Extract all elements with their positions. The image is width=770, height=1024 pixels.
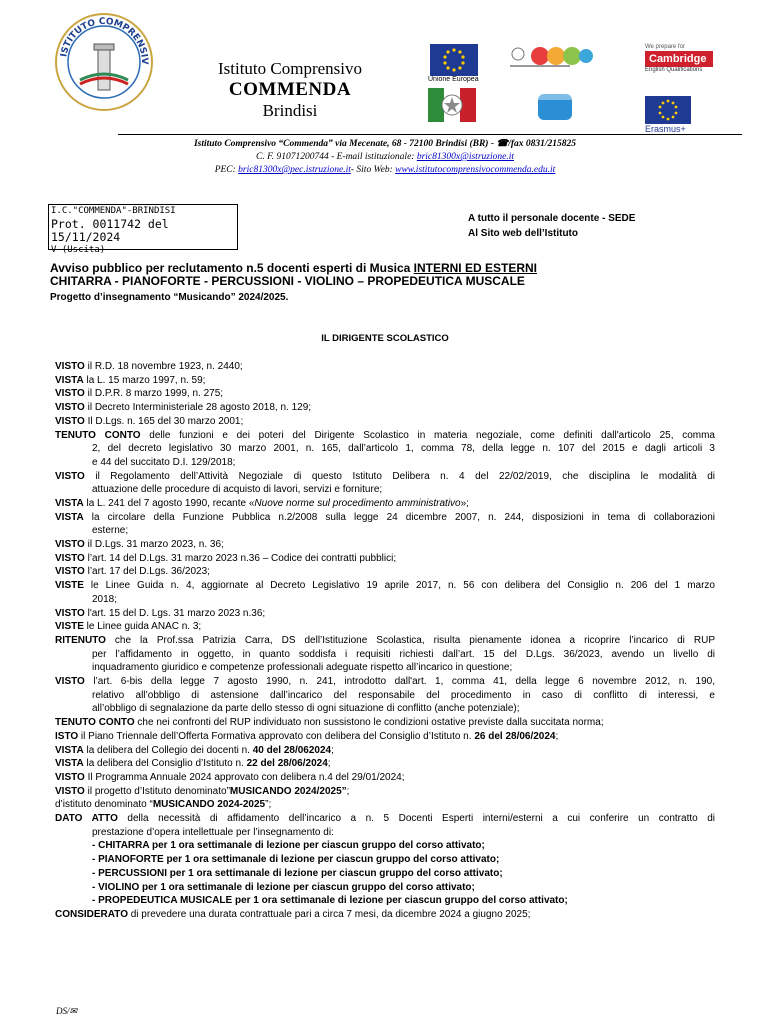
keyword: VISTA [55,374,84,386]
keyword: VISTE [55,580,84,592]
pec-link[interactable]: bric81300x@pec.istruzione.it [238,165,351,175]
footer-initials: DS/✉ [56,1006,78,1016]
eu-caption: Unione Europea [428,76,479,83]
body-line [55,620,715,634]
school-logo [50,10,158,114]
italic-text: Nuove norme sul procedimento amministrativo [254,497,461,509]
line-text: il progetto d’Istituto denominato” [84,785,230,797]
body-line [55,579,715,593]
eu-flag-icon [430,44,478,76]
body-line [55,429,715,443]
body-line [55,648,715,662]
line-text: della necessità di affidamento dell’incarico a n. 5 Docenti Esperti interni/esterni a cui conferire un contratto di [117,813,715,825]
cambridge-name: Cambridge [645,51,713,67]
line-text: all’obbligo di segnalazione da parte dello stesso di ogni situazione di conflitto (anche potenziale); [92,703,520,715]
keyword: VISTO [55,388,85,400]
body-line [55,757,715,771]
logo-lettering: ISTITUTO COMPRENSIV [59,16,150,65]
line-tail: ; [346,785,350,797]
line-text: - PROPEDEUTICA MUSICALE per 1 ora settimanale di lezione per ciascun gruppo del corso attivato; [92,895,568,907]
body-line [55,565,715,579]
line-text: l’art. 17 del D.Lgs. 36/2023; [84,566,210,578]
cf-text: C. F. 91071200744 - E-mail istituzionale: [256,152,417,162]
project-title: Progetto d’insegnamento “Musicando” 2024/2025. [50,292,289,303]
header-divider [118,134,742,135]
line-text: la L. 241 del 7 agosto 1990, recante «Nuove norme sul procedimento amministrativo»; [83,497,469,509]
ministry-logo-icon [510,44,594,70]
pec-line [0,164,770,177]
line-text: - VIOLINO per 1 ora settimanale di lezione per ciascun gruppo del corso attivato; [92,881,475,893]
cambridge-sub: English Qualifications [645,67,703,73]
body-line [55,730,715,744]
notice-title-b: CHITARRA - PIANOFORTE - PERCUSSIONI - VIOLINO – PROPEDEUTICA MUSCALE [50,274,525,288]
notice-title [50,262,750,288]
body-line [55,867,715,881]
body-line [55,839,715,853]
body-line [55,881,715,895]
body-line [55,360,715,374]
line-tail: ; [555,730,559,742]
body-line [55,511,715,525]
keyword: VISTO [55,415,85,427]
keyword: RITENUTO [55,634,106,646]
line-text: - PIANOFORTE per 1 ora settimanale di lezione per ciascun gruppo del corso attivato; [92,854,500,866]
school-line3: Brindisi [262,101,318,120]
recipient-2: Al Sito web dell’Istituto [468,228,578,239]
keyword: VISTA [55,511,84,523]
line-text: attuazione delle procedure di acquisto di lavori, servizi e forniture; [92,484,383,496]
body-line [55,483,715,497]
body-line [55,675,715,689]
keyword: CONSIDERATO [55,908,128,920]
keyword: TENUTO CONTO [55,717,135,729]
document-body [55,360,715,922]
body-line [55,552,715,566]
body-line [55,538,715,552]
keyword: VISTO [55,470,85,482]
line-text: l'art. 15 del D. Lgs. 31 marzo 2023 n.36; [84,607,266,619]
pec-prefix: PEC: [214,165,239,175]
body-line [55,634,715,648]
line-text: le Linee Guida n. 4, aggiornate al Decreto Legislativo 19 aprile 2017, n. 56 con delibera del Consiglio n. 206 del 1 marzo [83,580,715,592]
line-text: per l’affidamento in oggetto, in quanto soddisfa i requisiti richiesti dall’art. 15 del D.Lgs. 36/2023, avendo un livello di [92,648,715,660]
line-text: 2, del decreto legislativo 30 marzo 2001, n. 165, dall’articolo 1, comma 78, della legge n. 107 del 2015 e dagli articoli 3 [92,443,715,455]
line-text: prestazione d’opera intellettuale per l’insegnamento di: [92,826,334,838]
line-text: il R.D. 18 novembre 1923, n. 2440; [84,361,243,372]
recipients [468,211,635,241]
bold-text: MUSICANDO 2024-2025 [152,799,266,811]
protocol-stamp [48,204,238,255]
address-line: Istituto Comprensivo “Commenda” via Mecenate, 68 - 72100 Brindisi (BR) - ☎/fax 0831/215825 [193,139,577,149]
keyword: VISTO [55,539,85,551]
line-text: 2018; [92,593,118,605]
fse-logo-icon [530,90,580,122]
body-line [55,497,715,511]
notice-title-underlined: INTERNI ED ESTERNI [413,261,537,275]
bold-text: 22 del 28/06/2024 [246,758,328,770]
line-text: Il D.Lgs. n. 165 del 30 marzo 2001; [84,415,244,427]
body-line [55,470,715,484]
keyword: ISTO [55,730,79,742]
body-line [55,661,715,675]
keyword: VISTA [55,744,84,756]
line-text: il Piano Triennale dell’Offerta Formativa approvato con delibera del Consiglio d’Istituto n. [78,730,475,742]
line-text: d’istituto denominato “ [55,799,153,811]
body-line [55,798,715,812]
line-text: il Decreto Interministeriale 28 agosto 2018, n. 129; [84,402,312,414]
body-line [55,908,715,922]
line-text: Il Programma Annuale 2024 approvato con delibera n.4 del 29/01/2024; [84,771,405,783]
web-prefix: - Sito Web: [350,165,396,175]
body-line [55,771,715,785]
body-line [55,401,715,415]
bold-text: 26 del 28/06/2024 [474,730,556,742]
keyword: DATO ATTO [55,813,118,825]
line-text: la delibera del Consiglio d’Istituto n. [83,758,247,770]
body-line [55,826,715,840]
line-text: la L. 15 marzo 1997, n. 59; [83,374,206,386]
body-line [55,689,715,703]
keyword: VISTA [55,497,84,509]
protocol-line3: V (Uscita) [51,245,106,255]
body-line [55,593,715,607]
line-text: - PERCUSSIONI per 1 ora settimanale di lezione per ciascun gruppo del corso attivato; [92,867,503,879]
line-text: inquadramento giuridico e competenze professionali adeguate rispetto all’incarico in questione; [92,662,513,674]
line-text: che la Prof.ssa Patrizia Carra, DS dell’Istituzione Scolastica, risulta pienamente idonea a ricoprire l’incarico di RUP [105,634,715,646]
body-line [55,442,715,456]
body-line [55,785,715,799]
line-text: l’art. 14 del D.Lgs. 31 marzo 2023 n.36 – Codice dei contratti pubblici; [84,552,397,564]
keyword: VISTO [55,361,85,372]
italian-emblem-icon [428,88,476,122]
erasmus-caption: Erasmus+ [645,124,686,134]
line-text: le Linee guida ANAC n. 3; [83,621,202,633]
school-line1: Istituto Comprensivo [217,59,363,78]
body-line [55,374,715,388]
line-text: il D.Lgs. 31 marzo 2023, n. 36; [84,539,224,551]
line-text: di prevedere una durata contrattuale pari a circa 7 mesi, da dicembre 2024 a giugno 2025; [127,908,531,920]
body-line [55,744,715,758]
body-line [55,387,715,401]
section-heading: IL DIRIGENTE SCOLASTICO [321,333,449,344]
body-line [55,415,715,429]
keyword: VISTO [55,552,85,564]
school-name [190,58,390,121]
body-line [55,607,715,621]
body-line [55,853,715,867]
keyword: TENUTO CONTO [55,429,141,441]
body-line [55,702,715,716]
bold-text: 40 del 28/062024 [252,744,332,756]
bold-text: MUSICANDO 2024/2025” [229,785,347,797]
line-text: relativo all’obbligo di astensione dall’incarico del responsabile del procedimento in caso di conflitto di interessi, e [92,689,715,701]
line-tail: ; [327,758,331,770]
line-text: che nei confronti del RUP individuato non sussistono le condizioni ostative previste dalla succitata norma; [134,717,604,729]
keyword: VISTO [55,402,85,414]
contacts-line [0,151,770,164]
cambridge-logo [645,44,713,76]
erasmus-flag-icon [645,96,691,124]
protocol-line1: I.C."COMMENDA"-BRINDISI [51,206,176,216]
keyword: VISTO [55,607,85,619]
keyword: VISTA [55,758,84,770]
line-text: - CHITARRA per 1 ora settimanale di lezione per ciascun gruppo del corso attivato; [92,840,485,852]
line-text: il Regolamento dell’Attività Negoziale di questo Istituto Delibera n. 4 del 22/02/2019, che disciplina le modalità di [84,470,715,482]
body-line [55,524,715,538]
school-line2: COMMENDA [228,79,352,100]
web-link[interactable]: www.istitutocomprensivocommenda.edu.it [395,165,556,175]
body-line [55,716,715,730]
notice-title-a: Avviso pubblico per reclutamento n.5 docenti esperti di Musica [50,261,414,275]
cambridge-pre: We prepare for [645,44,685,50]
line-text: la circolare della Funzione Pubblica n.2/2008 sulla legge 24 dicembre 2007, n. 244, disposizioni in tema di collaborazioni [83,511,715,523]
protocol-number: Prot. 0011742 del 15/11/2024 [51,217,169,244]
keyword: VISTO [55,785,85,797]
body-line [55,456,715,470]
line-text: l’art. 6-bis della legge 7 agosto 1990, n. 241, introdotto dall'art. 1, comma 41, della legge 6 novembre 2012, n. 190, [84,676,715,688]
line-text: esterne; [92,525,129,537]
line-text: la delibera del Collegio dei docenti n. [83,744,253,756]
line-tail: ; [331,744,334,756]
email-link[interactable]: bric81300x@istruzione.it [416,152,514,162]
keyword: VISTO [55,676,85,688]
recipient-1: A tutto il personale docente - SEDE [468,213,636,224]
keyword: VISTE [55,621,84,633]
line-tail: ”; [265,799,272,811]
body-line [55,812,715,826]
line-text: delle funzioni e dei poteri del Dirigente Scolastico in materia negoziale, come definiti dall'articolo 25, comma [140,429,715,441]
keyword: VISTO [55,771,85,783]
keyword: VISTO [55,566,85,578]
line-text: e 44 del succitato D.I. 129/2018; [92,456,236,468]
body-line [55,894,715,908]
line-text: il D.P.R. 8 marzo 1999, n. 275; [84,388,224,400]
